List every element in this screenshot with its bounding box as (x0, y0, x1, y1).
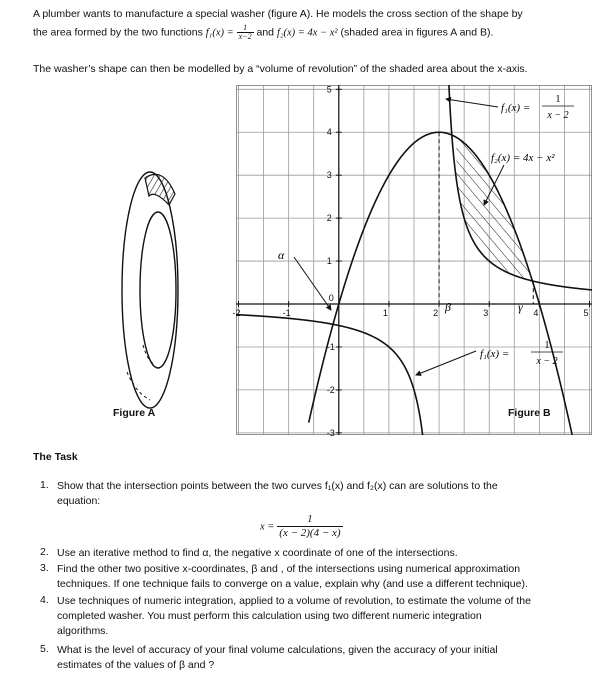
y-tick-label: 1 (326, 256, 332, 267)
f1-bottom-numerator: 1 (544, 340, 550, 351)
f2-definition: f₂(x) = 4x − x² (276, 27, 338, 39)
intro-line-2-end: (shaded area in figures A and B). (340, 26, 494, 39)
y-tick-label: 5 (326, 84, 332, 95)
intro-line-1: A plumber wants to manufacture a special washer (figure A). He models the cross section of the shape by (33, 8, 523, 20)
task-1-line-2: equation: (57, 495, 101, 507)
washer-outer-ring (122, 172, 178, 408)
alpha-label: α (278, 248, 285, 262)
arrow-alpha (294, 257, 331, 310)
task-2-line-1: Use an iterative method to find α, the negative x coordinate of one of the intersections. (57, 547, 458, 559)
origin-label: 0 (328, 293, 334, 304)
f1-bottom-denominator: x − 2 (536, 356, 558, 367)
x-tick-label: -1 (282, 308, 291, 319)
equation-denominator: (x − 2)(4 − x) (279, 527, 341, 539)
arrow-f1-bottom (416, 351, 476, 375)
f1-definition-denominator: x−2 (238, 32, 252, 41)
equation-numerator: 1 (277, 513, 342, 527)
y-tick-label: 4 (326, 127, 332, 138)
y-tick-label: -3 (326, 427, 335, 438)
task-5-line-2: estimates of the values of β and ? (57, 659, 215, 671)
x-tick-label: 2 (433, 308, 439, 319)
intro-line-2 (33, 24, 493, 41)
task-1-line-1: Show that the intersection points between the two curves f₁(x) and f₂(x) can are solutions to the (57, 480, 498, 492)
equation-lhs: x = (260, 521, 275, 533)
figure-a-washer (105, 160, 215, 420)
f1-definition-label: f₁(x) = (205, 27, 234, 39)
figure-a-caption: Figure A (113, 407, 156, 419)
y-tick-label: 3 (326, 170, 332, 181)
x-tick-label: 4 (533, 308, 539, 319)
task-1-number: 1. (40, 479, 49, 491)
f1-top-numerator: 1 (555, 94, 561, 105)
f1-definition-fraction (237, 24, 254, 41)
intro-line-2-and: and (256, 26, 277, 39)
f1-top-denominator: x − 2 (547, 110, 569, 121)
y-tick-label: -1 (326, 341, 335, 352)
washer-hatched-section (145, 174, 175, 205)
y-tick-label: -2 (326, 384, 335, 395)
x-tick-label: 1 (382, 308, 388, 319)
gamma-label: γ (518, 300, 523, 314)
intro-line-2-start: the area formed by the two functions (33, 26, 206, 39)
task-4-line-3: algorithms. (57, 625, 109, 637)
task-equation (260, 513, 343, 540)
f1-bottom-label: f₁(x) = (480, 348, 510, 360)
figure-b-graph (232, 84, 592, 438)
graph-grid (236, 85, 592, 435)
x-tick-label: 5 (583, 308, 589, 319)
f1-definition-numerator: 1 (237, 24, 254, 33)
beta-label: β (445, 300, 451, 314)
washer-hidden-edge-2 (143, 345, 155, 365)
task-4-line-2: completed washer. You must perform this calculation using two different numeric integration (57, 610, 482, 622)
y-tick-label: 2 (326, 213, 332, 224)
task-3-number: 3. (40, 562, 49, 574)
x-tick-label: -2 (232, 308, 241, 319)
task-4-line-1: Use techniques of numeric integration, applied to a volume of revolution, to estimate the volume of the (57, 595, 531, 607)
f2-graph-label: f₂(x) = 4x − x² (491, 152, 555, 164)
task-4-number: 4. (40, 594, 49, 606)
task-3-line-1: Find the other two positive x-coordinates, β and , of the intersections using numerical approximation (57, 563, 521, 575)
task-5-line-1: What is the level of accuracy of your final volume calculations, given the accuracy of your initial (57, 644, 498, 656)
washer-inner-hole (140, 212, 176, 368)
arrow-f1-top (446, 99, 498, 107)
figure-b-caption: Figure B (508, 407, 551, 419)
intro-line-3: The washer’s shape can then be modelled by a “volume of revolution” of the shaded area about the x-axis. (33, 63, 528, 75)
f1-top-label: f₁(x) = (501, 102, 531, 114)
task-heading: The Task (33, 451, 78, 463)
equation-fraction (277, 513, 342, 540)
x-tick-label: 3 (483, 308, 489, 319)
task-5-number: 5. (40, 643, 49, 655)
task-3-line-2: techniques. If one technique fails to converge on a value, explain why (and use a different technique). (57, 578, 528, 590)
task-2-number: 2. (40, 546, 49, 558)
